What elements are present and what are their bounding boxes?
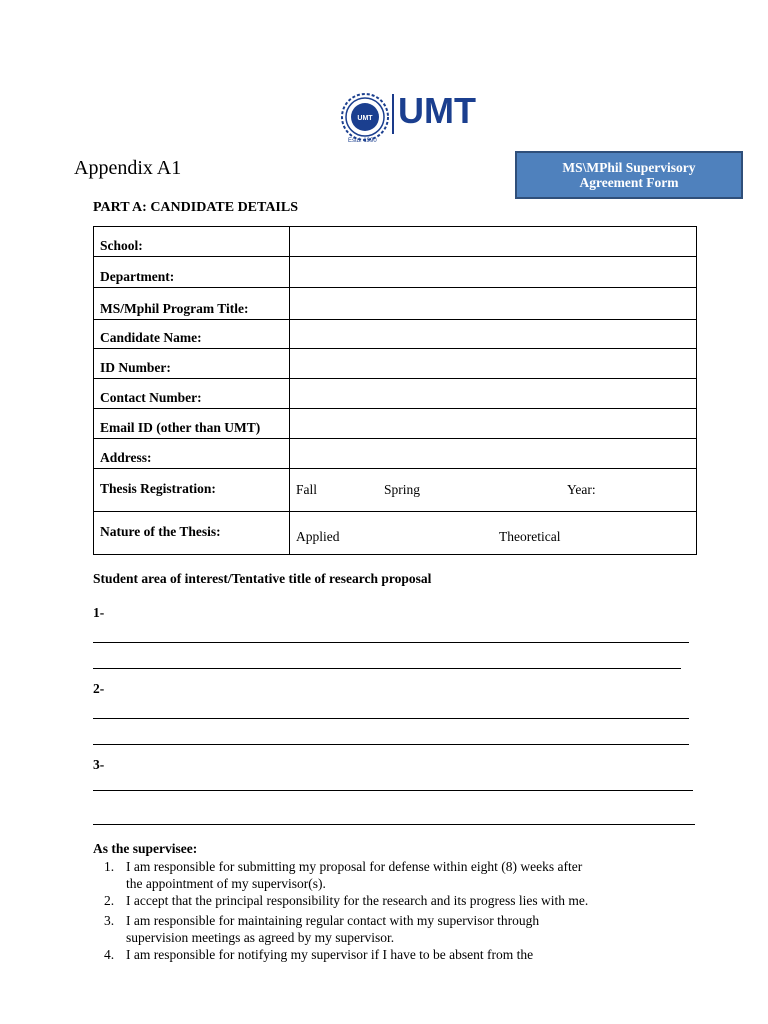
option-fall[interactable]: Fall (296, 482, 318, 497)
proposal-3-line-2[interactable] (93, 824, 695, 825)
table-row (94, 409, 697, 439)
part-a-heading: PART A: CANDIDATE DETAILS (93, 200, 299, 215)
list-item-number: 3. (104, 913, 115, 928)
email-field[interactable] (290, 409, 697, 439)
list-item-text: the appointment of my supervisor(s). (126, 876, 326, 891)
proposal-1-line-2[interactable] (93, 668, 681, 669)
umt-logo (340, 92, 490, 148)
list-item (104, 893, 684, 910)
list-item-text: supervision meetings as agreed by my supervisor. (126, 930, 395, 945)
candidate-name-label: Candidate Name: (94, 320, 290, 349)
supervisee-heading: As the supervisee: (93, 841, 198, 856)
table-row (94, 439, 697, 469)
list-item-text: I am responsible for notifying my supervisor if I have to be absent from the (126, 947, 534, 962)
logo-divider (392, 94, 394, 134)
option-year[interactable]: Year: (567, 482, 596, 497)
list-item-number: 2. (104, 893, 115, 908)
logo-wordmark: UMT (398, 90, 476, 131)
table-row (94, 512, 697, 555)
proposal-2-line-1[interactable] (93, 718, 689, 719)
option-theoretical[interactable]: Theoretical (499, 529, 561, 544)
appendix-title: Appendix A1 (74, 157, 182, 179)
thesis-registration-field (290, 469, 697, 512)
program-title-field[interactable] (290, 288, 697, 320)
table-row (94, 349, 697, 379)
candidate-details-table (93, 226, 697, 555)
list-item (104, 947, 684, 964)
interest-heading: Student area of interest/Tentative title of research proposal (93, 571, 432, 586)
umt-seal-icon (340, 92, 390, 142)
list-item-text: I am responsible for submitting my proposal for defense within eight (8) weeks after (126, 859, 583, 874)
option-spring[interactable]: Spring (384, 482, 421, 497)
list-item (104, 913, 684, 947)
program-title-label: MS/Mphil Program Title: (94, 288, 290, 320)
table-row (94, 320, 697, 349)
list-item-text: I am responsible for maintaining regular contact with my supervisor through (126, 913, 540, 928)
seal-text: UMT (357, 115, 373, 122)
proposal-2-line-2[interactable] (93, 744, 689, 745)
nature-of-thesis-label: Nature of the Thesis: (94, 512, 290, 555)
email-label: Email ID (other than UMT) (94, 409, 290, 439)
proposal-3-line-1[interactable] (93, 790, 693, 791)
department-field[interactable] (290, 257, 697, 288)
option-applied[interactable]: Applied (296, 529, 340, 544)
id-number-label: ID Number: (94, 349, 290, 379)
proposal-item-3-label: 3- (93, 757, 105, 772)
id-number-field[interactable] (290, 349, 697, 379)
table-row (94, 257, 697, 288)
department-label: Department: (94, 257, 290, 288)
proposal-1-line-1[interactable] (93, 642, 689, 643)
table-row (94, 469, 697, 512)
logo-established: Estd. 1990 (348, 138, 377, 144)
list-item-text: I accept that the principal responsibility for the research and its progress lies with me. (126, 893, 589, 908)
list-item-number: 4. (104, 947, 115, 962)
form-title-line1: MS\MPhil Supervisory (562, 160, 696, 175)
nature-of-thesis-field (290, 512, 697, 555)
proposal-item-2-label: 2- (93, 681, 105, 696)
form-title-line2: Agreement Form (579, 175, 679, 190)
school-field[interactable] (290, 227, 697, 257)
proposal-item-1-label: 1- (93, 605, 105, 620)
table-row (94, 379, 697, 409)
list-item (104, 859, 684, 893)
list-item-number: 1. (104, 859, 115, 874)
form-title-box (515, 151, 743, 199)
contact-number-field[interactable] (290, 379, 697, 409)
address-label: Address: (94, 439, 290, 469)
contact-number-label: Contact Number: (94, 379, 290, 409)
address-field[interactable] (290, 439, 697, 469)
table-row (94, 288, 697, 320)
school-label: School: (94, 227, 290, 257)
candidate-name-field[interactable] (290, 320, 697, 349)
thesis-registration-label: Thesis Registration: (94, 469, 290, 512)
table-row (94, 227, 697, 257)
